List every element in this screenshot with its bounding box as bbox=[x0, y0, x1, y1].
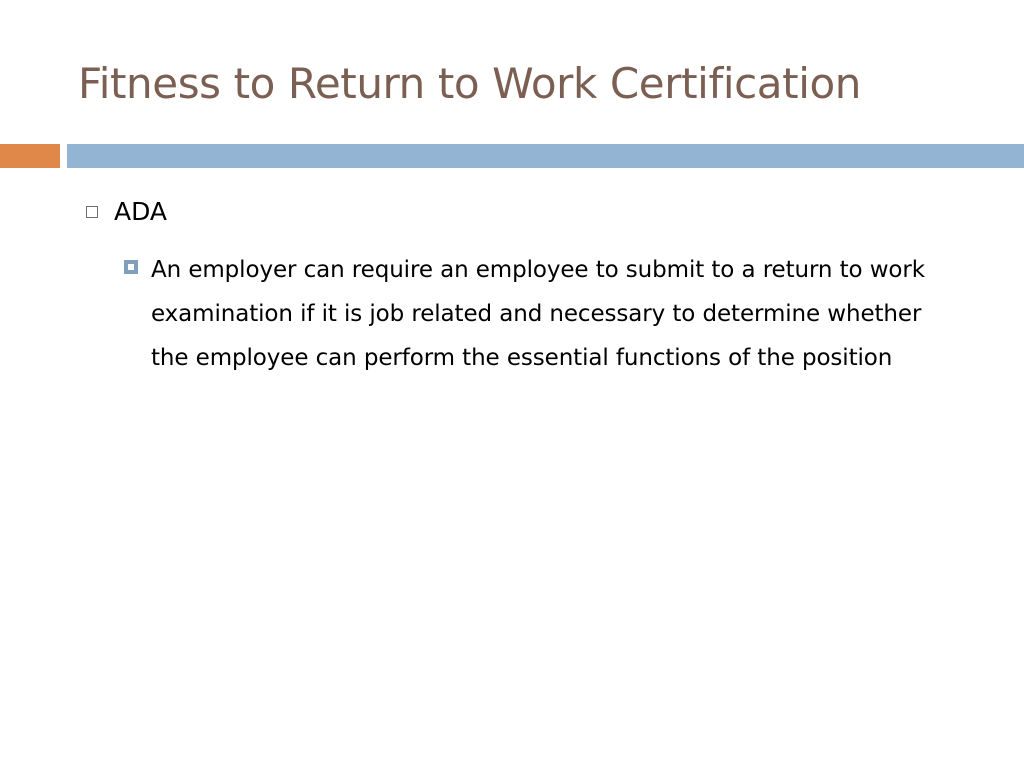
bullet-level-2-text: An employer can require an employee to submit to a return to work examination if it is job related and necessary to determine whether the employee can perform the essential functions of the position bbox=[151, 257, 925, 371]
square-outline-bullet-icon bbox=[86, 206, 98, 218]
accent-bar-blue bbox=[67, 144, 1024, 168]
square-filled-bullet-icon bbox=[124, 260, 138, 274]
slide-title: Fitness to Return to Work Certification bbox=[78, 59, 861, 108]
accent-bar-orange bbox=[0, 144, 60, 168]
bullet-level-1 bbox=[86, 194, 167, 230]
bullet-level-1-text: ADA bbox=[114, 197, 168, 226]
